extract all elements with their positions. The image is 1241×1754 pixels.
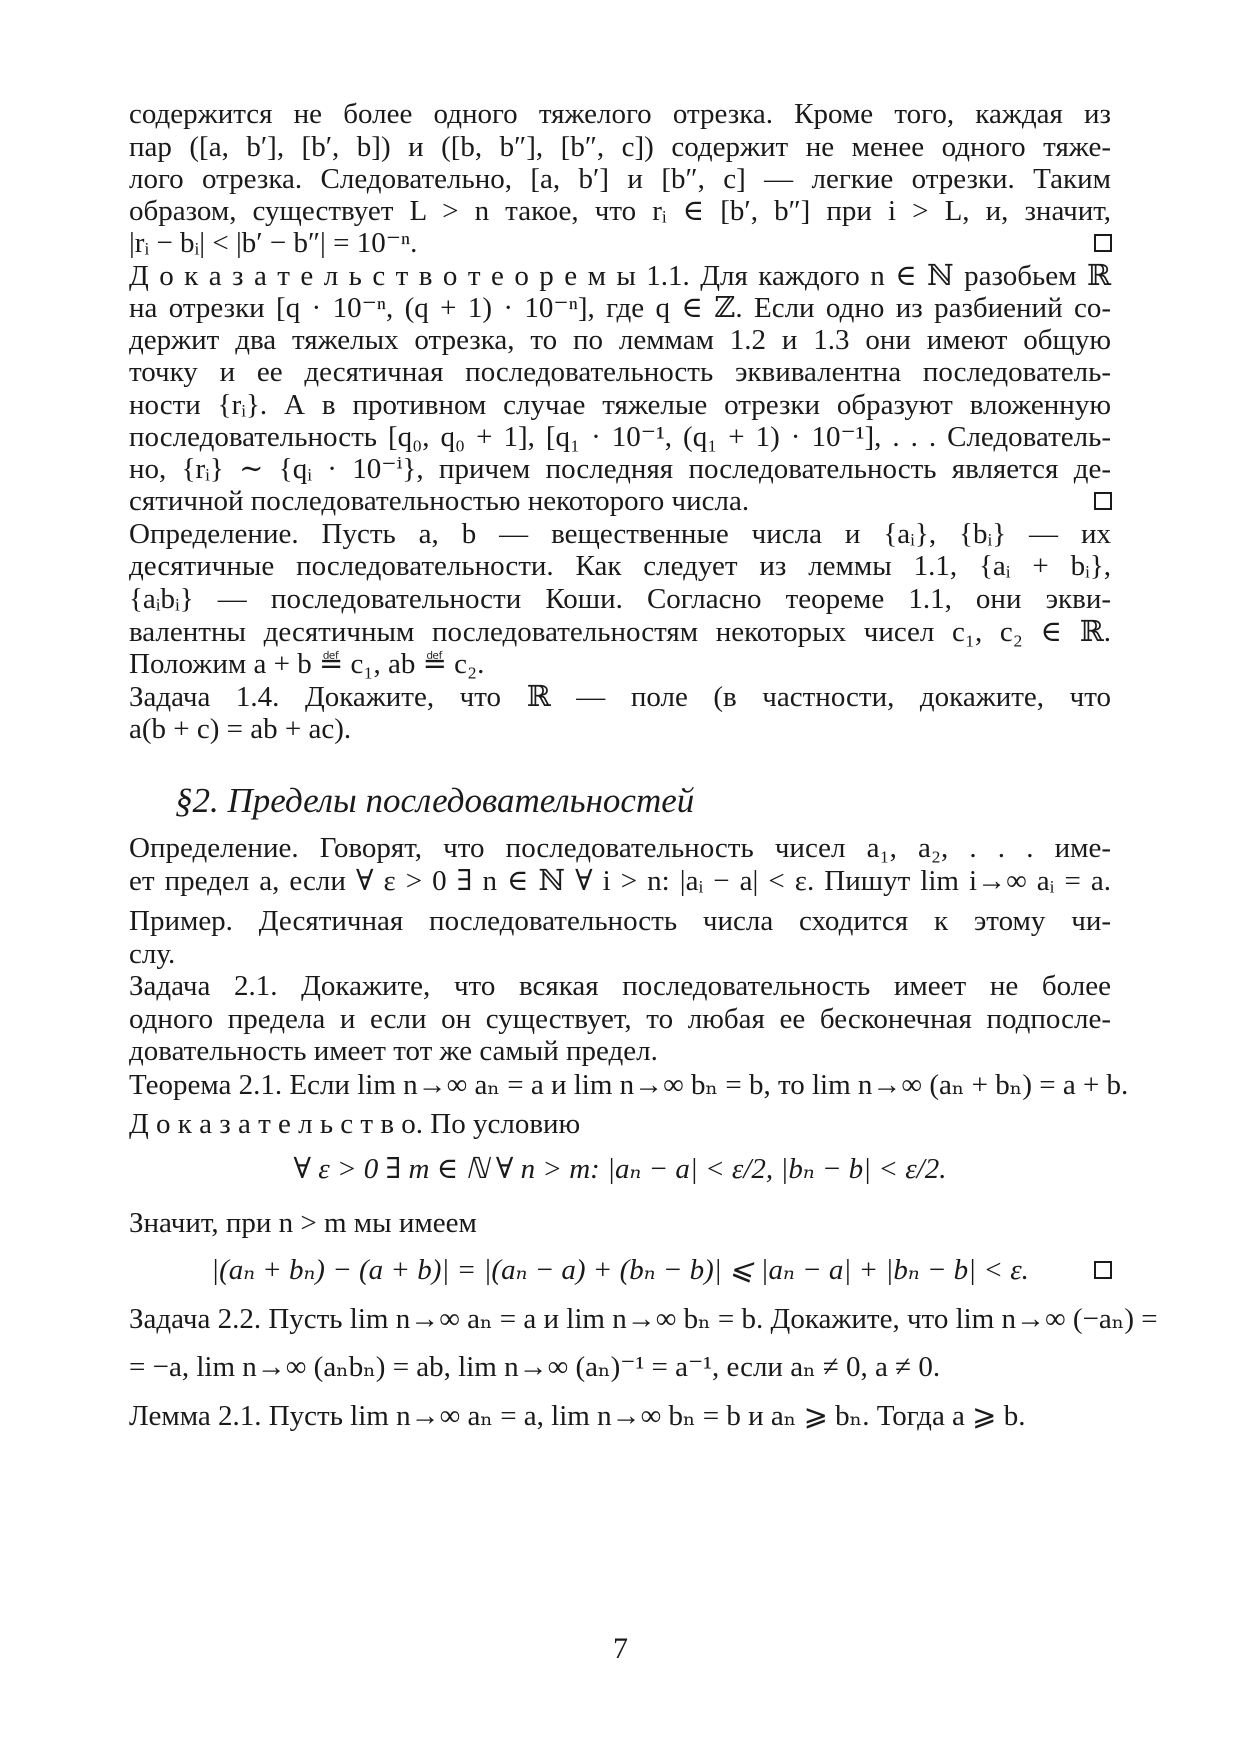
text-line: ности {rᵢ}. А в противном случае тяжелые отрезки образуют вложенную: [129, 389, 1111, 421]
text-line: довательность имеет тот же самый предел.: [129, 1035, 658, 1067]
text-line: a(b + c) = ab + ac).: [129, 713, 352, 745]
display-formula: ∀ ε > 0 ∃ m ∈ ℕ ∀ n > m: |aₙ − a| < ε/2, |bₙ − b| < ε/2.: [293, 1153, 947, 1185]
problem-line: Задача 2.1. Докажите, что всякая последовательность имеет не более: [129, 970, 1111, 1002]
text-line: образом, существует L > n такое, что rᵢ ∈ [b′, b″] при i > L, и, значит,: [129, 195, 1111, 227]
page-number: 7: [613, 1632, 628, 1665]
text-line: десятичные последовательности. Как следует из леммы 1.1, {aᵢ + bᵢ},: [129, 550, 1111, 582]
text-line: но, {rᵢ} ∼ {qᵢ · 10⁻ⁱ}, причем последняя последовательность является де-: [129, 453, 1111, 485]
definition-line: Определение. Пусть a, b — вещественные числа и {aᵢ}, {bᵢ} — их: [129, 518, 1111, 550]
text-line: = −a, lim n→∞ (aₙbₙ) = ab, lim n→∞ (aₙ)⁻¹ = a⁻¹, если aₙ ≠ 0, a ≠ 0.: [129, 1351, 941, 1383]
text-line: на отрезки [q · 10⁻ⁿ, (q + 1) · 10⁻ⁿ], где q ∈ ℤ. Если одно из разбиений со-: [129, 292, 1111, 324]
example-line: Пример. Десятичная последовательность числа сходится к этому чи-: [129, 905, 1111, 937]
text-line: |rᵢ − bᵢ| < |b′ − b″| = 10⁻ⁿ.: [129, 227, 418, 259]
definition-line: Определение. Говорят, что последовательность чисел a₁, a₂, . . . име-: [129, 832, 1111, 864]
text-line: ет предел a, если ∀ ε > 0 ∃ n ∈ ℕ ∀ i > n: |aᵢ − a| < ε. Пишут lim i→∞ aᵢ = a.: [129, 865, 1111, 897]
text-line: Положим a + b ≝ c₁, ab ≝ c₂.: [129, 648, 485, 680]
text-line: точку и ее десятичная последовательность эквивалентна последователь-: [129, 356, 1111, 388]
qed-square-icon: [1094, 492, 1112, 510]
text-line: пар ([a, b′], [b′, b]) и ([b, b″], [b″, c]) содержит не менее одного тяже-: [129, 131, 1111, 163]
text-line: Д о к а з а т е л ь с т в о т е о р е м ы 1.1. Для каждого n ∈ ℕ разобьем ℝ: [129, 260, 1111, 292]
text-line: одного предела и если он существует, то любая ее бесконечная подпосле-: [129, 1003, 1111, 1035]
lemma-line: Лемма 2.1. Пусть lim n→∞ aₙ = a, lim n→∞ bₙ = b и aₙ ⩾ bₙ. Тогда a ⩾ b.: [129, 1400, 1026, 1432]
theorem-line: Теорема 2.1. Если lim n→∞ aₙ = a и lim n→∞ bₙ = b, то lim n→∞ (aₙ + bₙ) = a + b.: [129, 1069, 1129, 1101]
text-line: валентны десятичным последовательностям некоторых чисел c₁, c₂ ∈ ℝ.: [129, 616, 1111, 648]
section-heading: §2. Пределы последовательностей: [175, 781, 695, 820]
problem-line: Задача 1.4. Докажите, что ℝ — поле (в частности, докажите, что: [129, 681, 1111, 713]
text-line: {aᵢbᵢ} — последовательности Коши. Согласно теореме 1.1, они экви-: [129, 583, 1111, 615]
text-line: лого отрезка. Следовательно, [a, b′] и [b″, c] — легкие отрезки. Таким: [129, 163, 1111, 195]
qed-square-icon: [1094, 234, 1112, 252]
text-line: держит два тяжелых отрезка, то по леммам 1.2 и 1.3 они имеют общую: [129, 324, 1111, 356]
text-line: Значит, при n > m мы имеем: [129, 1207, 477, 1239]
problem-line: Задача 2.2. Пусть lim n→∞ aₙ = a и lim n→∞ bₙ = b. Докажите, что lim n→∞ (−aₙ) =: [129, 1303, 1158, 1335]
text-line: слу.: [129, 938, 176, 970]
qed-square-icon: [1094, 1261, 1112, 1279]
text-line: содержится не более одного тяжелого отрезка. Кроме того, каждая из: [129, 98, 1111, 130]
text-line: сятичной последовательностью некоторого числа.: [129, 485, 750, 517]
text-line: последовательность [q₀, q₀ + 1], [q₁ · 10⁻¹, (q₁ + 1) · 10⁻¹], . . . Следователь-: [129, 421, 1111, 453]
proof-line: Д о к а з а т е л ь с т в о. По условию: [129, 1108, 581, 1140]
display-formula: |(aₙ + bₙ) − (a + b)| = |(aₙ − a) + (bₙ − b)| ⩽ |aₙ − a| + |bₙ − b| < ε.: [211, 1254, 1029, 1286]
